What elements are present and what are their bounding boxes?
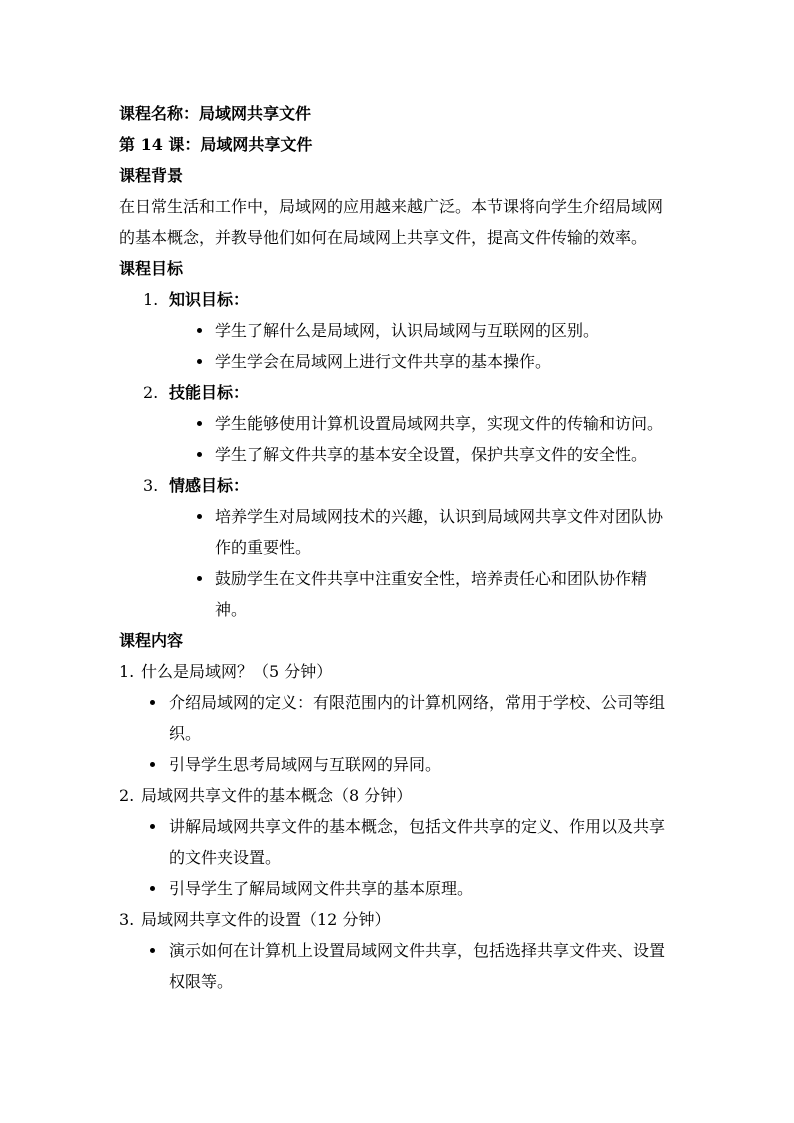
bullet-icon	[150, 948, 155, 953]
objective-group	[119, 284, 679, 377]
content-section	[119, 780, 679, 904]
section-number: 2.	[119, 786, 135, 805]
list-item	[119, 563, 671, 625]
list-item-text: 介绍局域网的定义：有限范围内的计算机网络，常用于学校、公司等组织。	[169, 693, 666, 743]
bullet-icon	[197, 328, 202, 333]
objective-group-title	[119, 470, 679, 501]
list-item	[119, 408, 671, 439]
background-heading: 课程背景	[119, 166, 184, 185]
list-item-text: 引导学生思考局域网与互联网的异同。	[169, 755, 442, 774]
bullet-icon	[197, 576, 202, 581]
objective-group	[119, 470, 679, 625]
section-number: 3.	[119, 910, 135, 929]
list-item-text: 学生了解什么是局域网，认识局域网与互联网的区别。	[215, 321, 600, 340]
bullet-icon	[150, 700, 155, 705]
course-name: 课程名称：局域网共享文件	[119, 104, 312, 123]
list-item	[119, 346, 671, 377]
list-item	[119, 935, 671, 997]
bullet-icon	[197, 421, 202, 426]
list-item-text: 学生了解文件共享的基本安全设置，保护共享文件的安全性。	[215, 445, 648, 464]
bullet-icon	[197, 452, 202, 457]
content-section-title	[119, 904, 679, 935]
list-item-text: 学生学会在局域网上进行文件共享的基本操作。	[215, 352, 552, 371]
section-title: 什么是局域网？（5 分钟）	[141, 662, 333, 681]
list-item	[119, 687, 671, 749]
list-item-text: 学生能够使用计算机设置局域网共享，实现文件的传输和访问。	[215, 414, 664, 433]
objective-title: 技能目标：	[169, 383, 250, 402]
list-item	[119, 873, 671, 904]
content-heading: 课程内容	[119, 631, 184, 650]
objective-group-title	[119, 284, 679, 315]
objective-number: 1.	[143, 290, 159, 309]
section-title: 局域网共享文件的基本概念（8 分钟）	[141, 786, 413, 805]
list-item-text: 鼓励学生在文件共享中注重安全性，培养责任心和团队协作精神。	[215, 569, 648, 619]
content-section-title	[119, 656, 679, 687]
content-section-title	[119, 780, 679, 811]
section-number: 1.	[119, 662, 135, 681]
document-page	[119, 98, 679, 997]
list-item-text: 讲解局域网共享文件的基本概念，包括文件共享的定义、作用以及共享的文件夹设置。	[169, 817, 666, 867]
lesson-title: 第 14 课：局域网共享文件	[119, 135, 313, 154]
content-section	[119, 656, 679, 780]
bullet-icon	[150, 824, 155, 829]
bullet-icon	[197, 359, 202, 364]
background-text: 在日常生活和工作中，局域网的应用越来越广泛。本节课将向学生介绍局域网的基本概念，并教导他们如何在局域网上共享文件，提高文件传输的效率。	[119, 197, 664, 247]
list-item-text: 引导学生了解局域网文件共享的基本原理。	[169, 879, 474, 898]
objective-title: 知识目标：	[169, 290, 250, 309]
list-item-text: 演示如何在计算机上设置局域网文件共享，包括选择共享文件夹、设置权限等。	[169, 941, 666, 991]
bullet-icon	[150, 886, 155, 891]
objective-group	[119, 377, 679, 470]
objectives-heading: 课程目标	[119, 259, 184, 278]
section-title: 局域网共享文件的设置（12 分钟）	[141, 910, 391, 929]
content-section	[119, 904, 679, 997]
objective-group-title	[119, 377, 679, 408]
list-item	[119, 501, 671, 563]
list-item	[119, 749, 671, 780]
objective-title: 情感目标：	[169, 476, 250, 495]
objective-number: 2.	[143, 383, 159, 402]
objective-number: 3.	[143, 476, 159, 495]
list-item-text: 培养学生对局域网技术的兴趣，认识到局域网共享文件对团队协作的重要性。	[215, 507, 664, 557]
list-item	[119, 315, 671, 346]
list-item	[119, 811, 671, 873]
bullet-icon	[197, 514, 202, 519]
bullet-icon	[150, 762, 155, 767]
list-item	[119, 439, 671, 470]
